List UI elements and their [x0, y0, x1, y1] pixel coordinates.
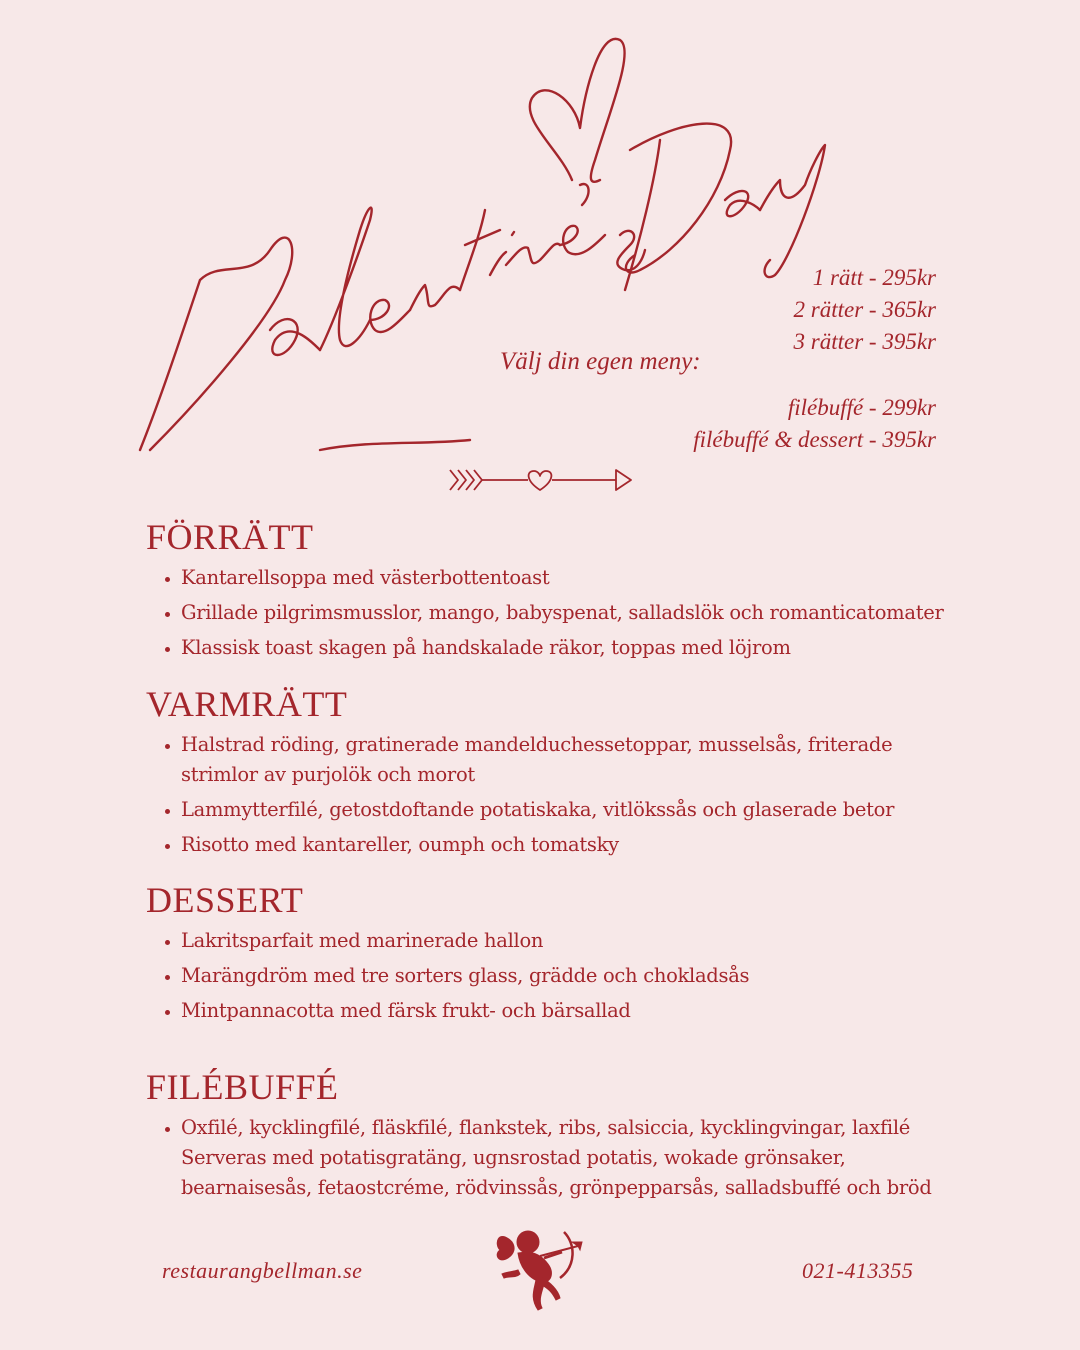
dish-list	[146, 563, 944, 663]
price-line: 3 rätter - 395kr	[793, 329, 936, 354]
heart-icon	[530, 39, 625, 182]
choose-menu-label: Välj din egen meny:	[500, 348, 701, 375]
buffet-prices	[693, 392, 936, 456]
section-heading: FILÉBUFFÉ	[146, 1067, 339, 1107]
dish-list	[146, 730, 926, 860]
price-line: 2 rätter - 365kr	[793, 297, 936, 322]
dish-item: • Lammytterfilé, getostdoftande potatiskaka, vitlökssås och glaserade betor	[181, 795, 926, 825]
dish-item: • Halstrad röding, gratinerade mandelduchessetoppar, musselsås, friterade strimlor av purjolök och morot	[181, 730, 926, 790]
dish-item: • Mintpannacotta med färsk frukt- och bärsallad	[181, 996, 749, 1026]
website-link[interactable]: restaurangbellman.se	[162, 1258, 363, 1283]
price-line: filébuffé - 299kr	[787, 395, 936, 420]
dish-item: • Grillade pilgrimsmusslor, mango, babyspenat, salladslök och romanticatomater	[181, 598, 944, 628]
dish-item: • Risotto med kantareller, oumph och tomatsky	[181, 830, 926, 860]
dish-item: • Klassisk toast skagen på handskalade räkor, toppas med löjrom	[181, 633, 944, 663]
section-heading: FÖRRÄTT	[146, 517, 314, 557]
section-heading: VARMRÄTT	[146, 684, 348, 724]
dish-item: • Kantarellsoppa med västerbottentoast	[181, 563, 944, 593]
section-forratt	[146, 517, 944, 668]
cupid-icon	[490, 1220, 590, 1315]
section-filebuffe	[146, 1067, 976, 1208]
section-dessert	[146, 880, 749, 1031]
dish-item: • Marängdröm med tre sorters glass, grädde och chokladsås	[181, 961, 749, 991]
dish-list	[146, 926, 749, 1026]
section-varmratt	[146, 684, 926, 865]
course-prices	[794, 262, 936, 358]
price-line: filébuffé & dessert - 395kr	[693, 427, 936, 452]
price-line: 1 rätt - 295kr	[812, 265, 936, 290]
section-heading: DESSERT	[146, 880, 304, 920]
dish-list	[146, 1113, 976, 1203]
arrow-heart-divider-icon	[448, 463, 634, 497]
dish-item: • Lakritsparfait med marinerade hallon	[181, 926, 749, 956]
dish-item: • Oxfilé, kycklingfilé, fläskfilé, flankstek, ribs, salsiccia, kycklingvingar, laxfilé Serveras med potatisgratäng, ugnsrostad potatis, wokade grönsaker, bearnaisesås, fetaostcréme, rödvinssås, grönpepparsås, salladsbuffé och bröd	[181, 1113, 976, 1203]
phone-number[interactable]: 021-413355	[802, 1258, 914, 1283]
